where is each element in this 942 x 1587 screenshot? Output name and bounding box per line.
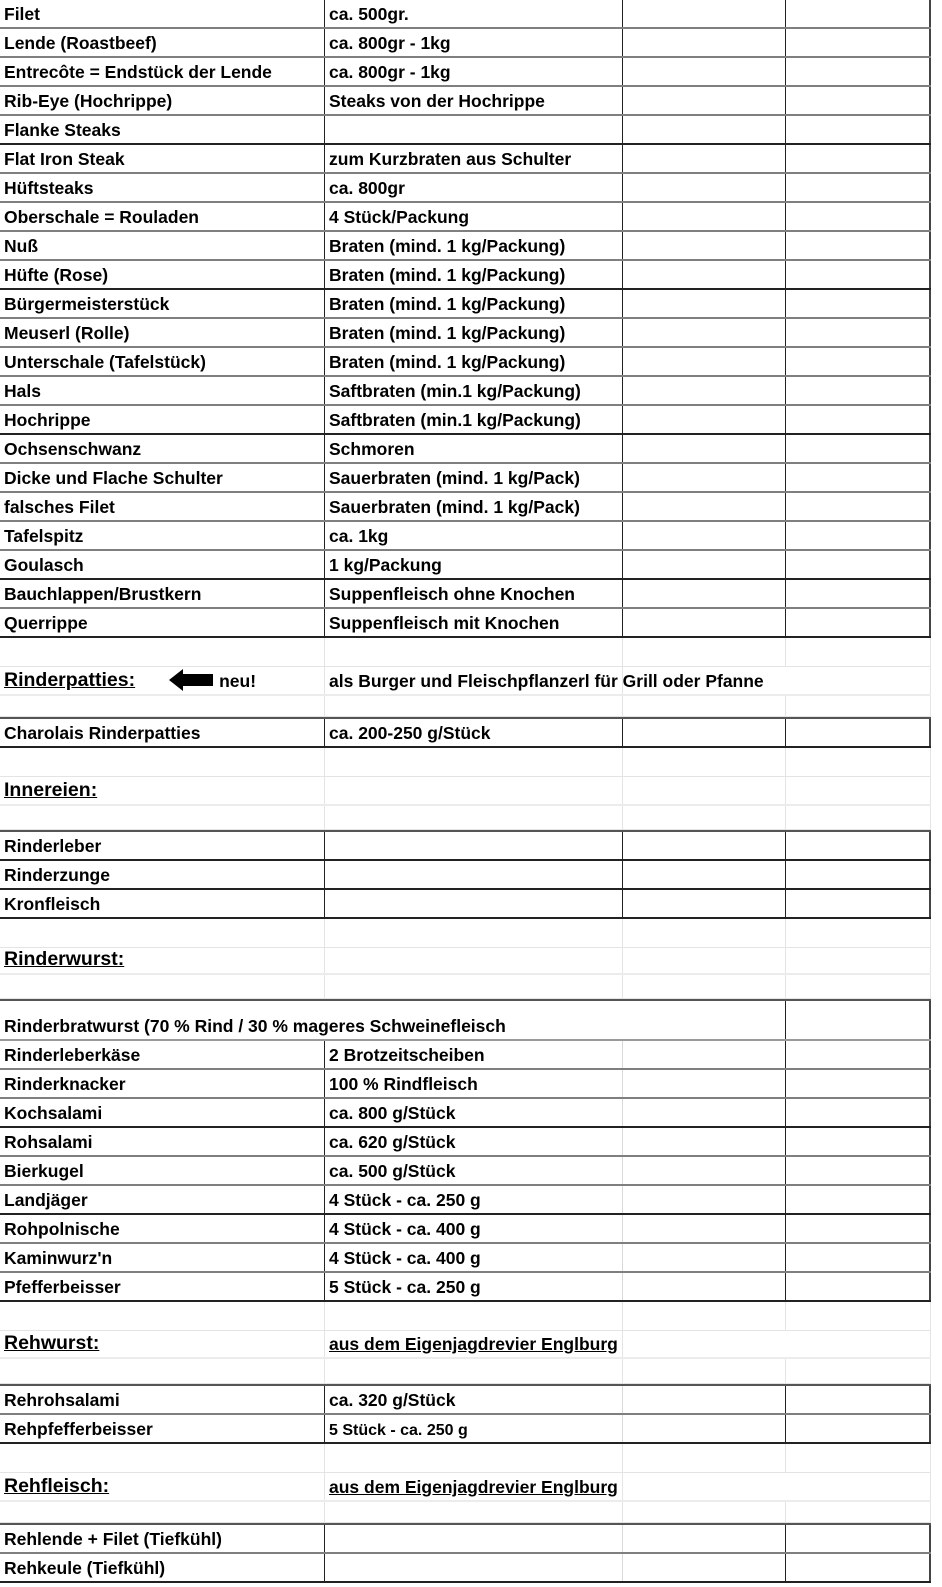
product-note: ca. 800gr - 1kg [329,33,451,53]
quantity-cell[interactable] [786,145,931,172]
order-cell[interactable] [623,174,786,201]
product-note: Sauerbraten (mind. 1 kg/Pack) [329,468,580,488]
order-cell[interactable] [623,1157,786,1184]
quantity-cell[interactable] [786,1041,931,1068]
product-name: Bürgermeisterstück [4,294,170,314]
order-cell[interactable] [623,1273,786,1300]
order-cell[interactable] [623,145,786,172]
table-row [0,580,931,609]
order-cell[interactable] [623,348,786,375]
table-row [0,1186,931,1215]
quantity-cell[interactable] [786,1070,931,1097]
quantity-cell[interactable] [786,1157,931,1184]
product-name: Entrecôte = Endstück der Lende [4,62,272,82]
product-name: Rinderleberkäse [4,1045,141,1065]
table-row [0,522,931,551]
product-name: Unterschale (Tafelstück) [4,352,206,372]
order-cell[interactable] [623,1041,786,1068]
table-row [0,832,931,861]
product-note: ca. 500gr. [329,4,409,24]
quantity-cell[interactable] [786,261,931,288]
product-name: falsches Filet [4,497,115,517]
quantity-cell[interactable] [786,1215,931,1242]
product-name: Bierkugel [4,1161,84,1181]
order-cell[interactable] [623,1186,786,1213]
order-cell[interactable] [623,406,786,433]
section-heading-patties [0,667,931,696]
order-cell[interactable] [623,1070,786,1097]
table-row [0,0,931,29]
order-cell[interactable] [623,861,786,888]
quantity-cell[interactable] [786,0,931,27]
blank-row [0,1444,931,1473]
blank-row [0,638,931,667]
beef-cuts-table [0,0,931,638]
product-name: Meuserl (Rolle) [4,323,130,343]
product-note: Braten (mind. 1 kg/Packung) [329,323,566,343]
order-cell[interactable] [623,29,786,56]
order-cell[interactable] [623,116,786,143]
section-description: als Burger und Fleischpflanzerl für Grill oder Pfanne [329,671,764,691]
table-row [0,435,931,464]
table-row [0,1415,931,1444]
quantity-cell[interactable] [786,87,931,114]
table-row [0,1157,931,1186]
product-name: Ochsenschwanz [4,439,142,459]
quantity-cell[interactable] [786,580,931,607]
order-cell[interactable] [623,232,786,259]
quantity-cell[interactable] [786,58,931,85]
product-name: Bauchlappen/Brustkern [4,584,202,604]
quantity-cell[interactable] [786,719,931,746]
section-heading-rinderwurst [0,948,931,975]
table-row [0,551,931,580]
quantity-cell[interactable] [786,406,931,433]
product-note: ca. 1kg [329,526,389,546]
blank-row [0,748,931,777]
table-row [0,1041,931,1070]
quantity-cell[interactable] [786,348,931,375]
table-row [0,406,931,435]
order-cell[interactable] [623,580,786,607]
table-row [0,1554,931,1583]
order-cell[interactable] [623,609,786,636]
product-name: Nuß [4,236,39,256]
new-badge: neu! [219,671,257,691]
product-note: Steaks von der Hochrippe [329,91,545,111]
product-name: Pfefferbeisser [4,1277,121,1297]
product-name: Hochrippe [4,410,91,430]
section-heading-innereien [0,777,931,806]
order-cell[interactable] [623,832,786,859]
order-cell[interactable] [623,261,786,288]
order-cell[interactable] [623,1099,786,1126]
quantity-cell[interactable] [786,377,931,404]
product-name: Rib-Eye (Hochrippe) [4,91,173,111]
product-name: Kaminwurz'n [4,1248,113,1268]
table-row [0,261,931,290]
quantity-cell[interactable] [786,232,931,259]
table-row [0,319,931,348]
table-row [0,861,931,890]
product-name: Kronfleisch [4,894,101,914]
quantity-cell[interactable] [786,1554,931,1581]
product-note: ca. 200-250 g/Stück [329,723,491,743]
blank-row [0,1302,931,1331]
table-row [0,377,931,406]
blank-row [0,806,931,830]
product-name: Landjäger [4,1190,88,1210]
table-row [0,1386,931,1415]
product-note: Schmoren [329,439,415,459]
product-name: Flat Iron Steak [4,149,125,169]
order-cell[interactable] [623,890,786,917]
product-name: Rehlende + Filet (Tiefkühl) [4,1529,222,1549]
quantity-cell[interactable] [786,609,931,636]
order-cell[interactable] [623,319,786,346]
product-name: Querrippe [4,613,88,633]
quantity-cell[interactable] [786,861,931,888]
table-row [0,719,931,748]
table-row [0,1215,931,1244]
product-name: Hüftsteaks [4,178,94,198]
blank-row [0,975,931,999]
quantity-cell[interactable] [786,1244,931,1271]
table-row [0,58,931,87]
order-cell[interactable] [623,719,786,746]
product-note: ca. 800gr [329,178,405,198]
table-row [0,348,931,377]
section-description: aus dem Eigenjagdrevier Englburg [329,1334,618,1354]
product-note: Braten (mind. 1 kg/Packung) [329,352,566,372]
product-note: zum Kurzbraten aus Schulter [329,149,572,169]
section-title: Rehfleisch: [4,1475,110,1497]
order-cell[interactable] [623,58,786,85]
order-cell[interactable] [623,1244,786,1271]
quantity-cell[interactable] [786,1099,931,1126]
product-name: Oberschale = Rouladen [4,207,199,227]
blank-row [0,696,931,717]
product-note: ca. 500 g/Stück [329,1161,456,1181]
table-row [0,1070,931,1099]
product-note: ca. 800 g/Stück [329,1103,456,1123]
table-row [0,145,931,174]
order-cell[interactable] [623,551,786,578]
section-heading-rehwurst [0,1331,931,1359]
table-row [0,1099,931,1128]
product-note: ca. 620 g/Stück [329,1132,456,1152]
table-row [0,203,931,232]
order-cell[interactable] [623,435,786,462]
product-note: 4 Stück - ca. 400 g [329,1248,481,1268]
order-cell[interactable] [623,87,786,114]
table-row [0,1244,931,1273]
section-heading-rehfleisch [0,1473,931,1502]
product-note: 4 Stück - ca. 400 g [329,1219,481,1239]
table-row [0,29,931,58]
patties-table [0,717,931,748]
product-note: 1 kg/Packung [329,555,442,575]
order-cell[interactable] [623,377,786,404]
quantity-cell[interactable] [786,1415,931,1442]
product-note: 100 % Rindfleisch [329,1074,478,1094]
table-row [0,232,931,261]
product-name: Filet [4,4,40,24]
product-name: Rinderknacker [4,1074,126,1094]
product-name: Lende (Roastbeef) [4,33,157,53]
product-name: Rehrohsalami [4,1390,120,1410]
section-title: Rinderwurst: [4,948,125,970]
product-note: Suppenfleisch ohne Knochen [329,584,575,604]
quantity-cell[interactable] [786,1525,931,1552]
product-name: Rehkeule (Tiefkühl) [4,1558,166,1578]
arrow-left-icon [169,669,213,691]
product-note: Saftbraten (min.1 kg/Packung) [329,381,581,401]
section-title: Rehwurst: [4,1332,100,1354]
quantity-cell[interactable] [786,493,931,520]
product-name: Hals [4,381,41,401]
product-note: 2 Brotzeitscheiben [329,1045,485,1065]
order-cell[interactable] [623,0,786,27]
table-row [0,493,931,522]
product-name: Goulasch [4,555,84,575]
order-cell[interactable] [623,203,786,230]
table-row [0,1128,931,1157]
quantity-cell[interactable] [786,832,931,859]
table-row [0,609,931,638]
quantity-cell[interactable] [786,1386,931,1413]
quantity-cell[interactable] [786,290,931,317]
product-note: Braten (mind. 1 kg/Packung) [329,265,566,285]
product-name: Dicke und Flache Schulter [4,468,223,488]
product-note: ca. 800gr - 1kg [329,62,451,82]
table-row [0,1273,931,1302]
table-row [0,174,931,203]
quantity-cell[interactable] [786,1128,931,1155]
order-cell[interactable] [623,1386,786,1413]
product-note: 5 Stück - ca. 250 g [329,1422,468,1439]
blank-row [0,919,931,948]
quantity-cell[interactable] [786,319,931,346]
product-note: 4 Stück - ca. 250 g [329,1190,481,1210]
quantity-cell[interactable] [786,890,931,917]
order-cell[interactable] [623,1128,786,1155]
product-name: Rehpfefferbeisser [4,1419,153,1439]
product-name: Rinderleber [4,836,102,856]
table-row [0,1001,931,1041]
order-cell[interactable] [623,522,786,549]
quantity-cell[interactable] [786,551,931,578]
product-note: 5 Stück - ca. 250 g [329,1277,481,1297]
product-name: Tafelspitz [4,526,84,546]
product-name: Flanke Steaks [4,120,121,140]
table-row [0,464,931,493]
section-title: Rinderpatties: [4,669,136,691]
order-cell[interactable] [623,1415,786,1442]
product-note: Sauerbraten (mind. 1 kg/Pack) [329,497,580,517]
section-description: aus dem Eigenjagdrevier Englburg [329,1477,618,1497]
table-row [0,1525,931,1554]
product-note: ca. 320 g/Stück [329,1390,456,1410]
order-cell[interactable] [623,1525,786,1552]
product-name: Rohsalami [4,1132,93,1152]
table-row [0,116,931,145]
order-cell[interactable] [623,493,786,520]
product-note: Saftbraten (min.1 kg/Packung) [329,410,581,430]
product-name: Charolais Rinderpatties [4,723,201,743]
product-name: Kochsalami [4,1103,103,1123]
quantity-cell[interactable] [786,464,931,491]
quantity-cell[interactable] [786,435,931,462]
product-name: Rinderbratwurst (70 % Rind / 30 % mageres Schweinefleisch [4,1016,506,1036]
quantity-cell[interactable] [786,174,931,201]
product-note: Braten (mind. 1 kg/Packung) [329,236,566,256]
rehfleisch-table [0,1523,931,1583]
order-cell[interactable] [623,290,786,317]
quantity-cell[interactable] [786,522,931,549]
order-cell[interactable] [623,1554,786,1581]
quantity-cell[interactable] [786,203,931,230]
innereien-table [0,830,931,919]
quantity-cell[interactable] [786,116,931,143]
order-cell[interactable] [623,1215,786,1242]
quantity-cell[interactable] [786,1186,931,1213]
product-name: Hüfte (Rose) [4,265,109,285]
quantity-cell[interactable] [786,1273,931,1300]
blank-row [0,1359,931,1384]
quantity-cell[interactable] [786,29,931,56]
product-note: 4 Stück/Packung [329,207,470,227]
product-name: Rohpolnische [4,1219,120,1239]
product-note: Suppenfleisch mit Knochen [329,613,560,633]
blank-row [0,1502,931,1523]
rehwurst-table [0,1384,931,1444]
product-name: Rinderzunge [4,865,110,885]
rinderwurst-table [0,1041,931,1302]
table-row [0,87,931,116]
order-cell[interactable] [623,464,786,491]
section-title: Innereien: [4,779,98,801]
table-row [0,890,931,919]
table-row [0,290,931,319]
product-note: Braten (mind. 1 kg/Packung) [329,294,566,314]
